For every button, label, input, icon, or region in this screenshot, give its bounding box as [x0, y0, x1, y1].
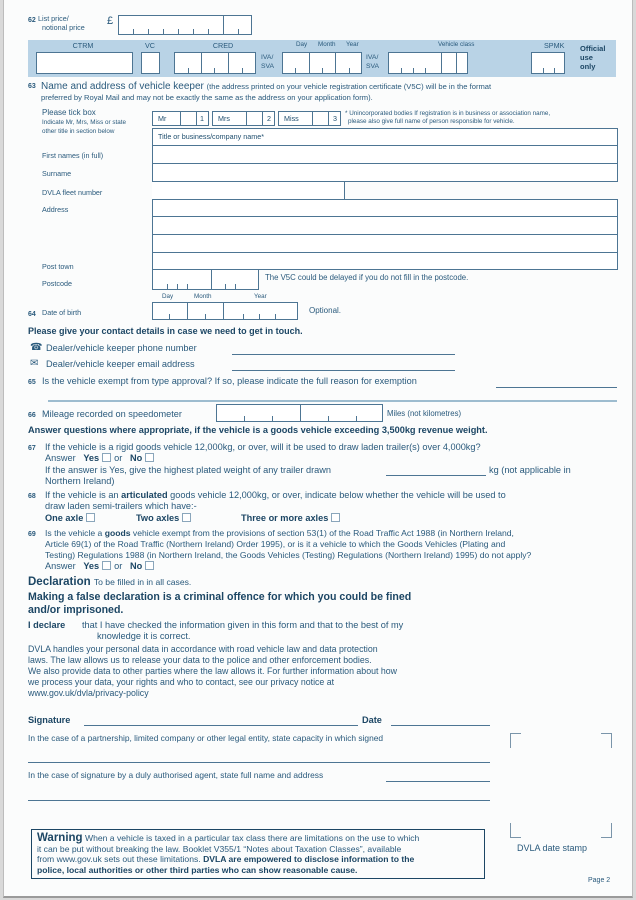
dob-optional: Optional. — [309, 306, 342, 315]
phone-label: Dealer/vehicle keeper phone number — [46, 343, 197, 353]
dob-month-label: Month — [194, 293, 212, 300]
iva-label-1: IVA/ — [261, 54, 274, 61]
dob-year-label: Year — [254, 293, 267, 300]
privacy-line-1: DVLA handles your personal data in accordance with road vehicle law and data protection — [28, 644, 378, 654]
stamp-corner-bl — [510, 823, 521, 838]
postcode-note: The V5C could be delayed if you do not fill in the postcode. — [265, 273, 469, 282]
year-label: Year — [346, 41, 359, 48]
postcode-input[interactable] — [152, 270, 259, 290]
goods-heading: Answer questions where appropriate, if the vehicle is a goods vehicle exceeding 3,500kg revenue weight. — [28, 425, 488, 435]
vc-label: VC — [145, 41, 155, 50]
iva-label-2: IVA/ — [366, 54, 379, 61]
vehicle-class-label: Vehicle class — [438, 41, 475, 48]
q69-no-checkbox[interactable] — [145, 561, 154, 570]
q69-answer-row: Answer Yes or No — [45, 561, 157, 572]
mileage-label: Mileage recorded on speedometer — [42, 409, 182, 419]
address-line-2[interactable] — [152, 217, 618, 235]
email-input[interactable] — [232, 370, 455, 371]
declaration-heading: Declaration To be filled in in all cases. — [28, 576, 192, 588]
official-date-input[interactable] — [282, 52, 362, 74]
mrs-code: 2 — [267, 114, 271, 123]
q69-question-3: Testing) Regulations 1988 (in Northern Ireland, the Goods Vehicles (Testing) Regulations (Northern Ireland) 1995) do not apply? — [45, 550, 532, 560]
day-label: Day — [296, 41, 308, 48]
q63-title: Name and address of vehicle keeper (the address printed on your vehicle registration certificate (V5C) will be in the format — [41, 81, 492, 92]
q65-label: Is the vehicle exempt from type approval? If so, please indicate the full reason for exemption — [42, 376, 417, 386]
warning-text-4: police, local authorities or other third parties who can show reasonable cause. — [37, 864, 358, 875]
title-miss-box[interactable] — [278, 111, 341, 126]
ctrm-label: CTRM — [72, 41, 94, 50]
privacy-line-2: laws. The law allows us to release your data to the police and other enforcement bodies. — [28, 655, 372, 665]
three-axles-option: Three or more axles — [241, 513, 343, 524]
first-names-input[interactable] — [152, 146, 618, 164]
privacy-line-3: We also provide data to other parties where the law allows it. For further information about how — [28, 666, 398, 676]
q67-followup-unit: kg (not applicable in — [489, 465, 571, 475]
q69-question: Is the vehicle a goods vehicle exempt from the provisions of section 53(1) of the Road Traffic Act 1988 (in Northern Ireland, — [45, 528, 514, 538]
q63-note-2: preferred by Royal Mail and may not be exactly the same as the address on your application form). — [41, 93, 373, 102]
warning-title: Warning — [37, 832, 83, 844]
title-mr-box[interactable] — [152, 111, 209, 126]
unincorporated-note-1: * Unincorporated bodies If registration is in business or association name, — [345, 110, 551, 117]
section-divider — [48, 400, 617, 402]
one-axle-checkbox[interactable] — [86, 513, 95, 522]
mileage-input[interactable] — [216, 404, 383, 422]
surname-input[interactable] — [152, 164, 618, 182]
q67-followup: If the answer is Yes, give the highest plated weight of any trailer drawn — [45, 465, 331, 475]
official-label-1: Official — [580, 44, 606, 53]
spmk-label: SPMK — [544, 41, 565, 50]
q69-question-2: Article 69(1) of the Road Traffic (Northern Ireland) Order 1995), or is it a vehicle to which the Goods Vehicles (Plating and — [45, 539, 506, 549]
address-line-1[interactable] — [152, 199, 618, 217]
first-names-label: First names (in full) — [42, 151, 104, 160]
q69-yes-checkbox[interactable] — [102, 561, 111, 570]
dob-label: Date of birth — [42, 308, 82, 317]
q67-answer-row: Answer Yes or No — [45, 453, 157, 464]
title-field-label: Title or business/company name* — [158, 132, 264, 141]
miss-code: 3 — [333, 114, 337, 123]
declare-text-2: knowledge it is correct. — [97, 631, 191, 641]
surname-label: Surname — [42, 169, 72, 178]
unincorporated-note-2: please also give full name of person responsible for vehicle. — [348, 118, 515, 125]
signature-label: Signature — [28, 715, 71, 725]
title-business-name-input[interactable] — [152, 128, 618, 146]
trailer-weight-input[interactable] — [386, 475, 486, 476]
q65-number: 65 — [28, 379, 36, 386]
i-declare-label: I declare — [28, 620, 66, 630]
address-line-3[interactable] — [152, 235, 618, 253]
phone-input[interactable] — [232, 354, 455, 355]
email-label: Dealer/vehicle keeper email address — [46, 359, 195, 369]
signature-date-input[interactable] — [391, 725, 490, 726]
post-town-label: Post town — [42, 262, 74, 271]
vc-input[interactable] — [141, 52, 160, 74]
two-axles-option: Two axles — [136, 513, 194, 524]
stamp-corner-tl — [510, 733, 521, 748]
q68-number: 68 — [28, 493, 36, 500]
warning-box: Warning When a vehicle is taxed in a particular tax class there are limitations on the use to which it can be put without breaking the law. Booklet V355/1 “Notes about Taxation Classes”, available from www.gov.uk sets out these limitations. DVLA are empowered to disclose information to the police, local authorities or other third parties who can show reasonable cause. — [31, 829, 485, 879]
agent-input-2[interactable] — [28, 800, 490, 801]
date-label: Date — [362, 715, 382, 725]
month-label: Month — [318, 41, 336, 48]
q68-question: If the vehicle is an articulated goods vehicle 12,000kg, or over, indicate below whether the vehicle will be used to — [45, 490, 506, 500]
ctrm-input[interactable] — [36, 52, 133, 74]
q69-number: 69 — [28, 531, 36, 538]
q62-number: 62 — [28, 17, 36, 24]
warning-text-2: it can be put without breaking the law. Booklet V355/1 “Notes about Taxation Classes”, available — [37, 843, 402, 854]
declare-text-1: that I have checked the information given in this form and that to the best of my — [82, 620, 404, 630]
q67-no-checkbox[interactable] — [145, 453, 154, 462]
fleet-number-input[interactable] — [152, 182, 345, 200]
agent-input-1[interactable] — [386, 781, 490, 782]
q68-question-2: draw laden semi-trailers which have:- — [45, 501, 197, 511]
false-declaration-warning-2: and/or imprisoned. — [28, 604, 124, 616]
stamp-corner-tr — [601, 733, 612, 748]
capacity-label: In the case of a partnership, limited company or other legal entity, state capacity in which signed — [28, 733, 384, 743]
q67-number: 67 — [28, 445, 36, 452]
cred-label: CRED — [212, 41, 234, 50]
signature-input[interactable] — [84, 725, 358, 726]
mr-code: 1 — [200, 114, 204, 123]
q64-number: 64 — [28, 311, 36, 318]
postcode-label: Postcode — [42, 279, 72, 288]
contact-heading: Please give your contact details in case we need to get in touch. — [28, 326, 303, 336]
tick-sub-2: other title in section below — [42, 128, 115, 135]
mileage-unit: Miles (not kilometres) — [387, 409, 462, 418]
q67-question: If the vehicle is a rigid goods vehicle 12,000kg, or over, will it be used to draw laden trailer(s) over 4,000kg? — [45, 442, 481, 452]
q67-followup-2: Northern Ireland) — [45, 476, 115, 486]
phone-icon: ☎ — [30, 342, 43, 353]
agent-label: In the case of signature by a duly authorised agent, state full name and address — [28, 770, 324, 780]
mr-label: Mr — [158, 114, 167, 123]
capacity-input[interactable] — [28, 762, 490, 763]
form-page — [3, 0, 633, 898]
exemption-reason-input[interactable] — [496, 387, 617, 388]
q63-number: 63 — [28, 83, 36, 90]
page-number: Page 2 — [588, 877, 611, 884]
q66-number: 66 — [28, 412, 36, 419]
q62-label-2: notional price — [42, 23, 85, 32]
title-mrs-box[interactable] — [212, 111, 275, 126]
address-label: Address — [42, 205, 69, 214]
post-town-input[interactable] — [152, 253, 618, 270]
false-declaration-warning-1: Making a false declaration is a criminal offence for which you could be fined — [28, 591, 412, 603]
tick-label: Please tick box — [42, 108, 96, 117]
envelope-icon: ✉ — [30, 358, 39, 369]
q62-label-1: List price/ — [38, 14, 69, 23]
spmk-input[interactable] — [531, 52, 565, 74]
official-label-2: use — [580, 53, 593, 62]
cred-input[interactable] — [174, 52, 256, 74]
dvla-date-stamp-label: DVLA date stamp — [517, 843, 588, 853]
currency-symbol: £ — [107, 15, 114, 27]
sva-label-2: SVA — [366, 63, 380, 70]
official-label-3: only — [580, 62, 596, 71]
date-of-birth-input[interactable] — [152, 302, 298, 320]
miss-label: Miss — [284, 114, 299, 123]
privacy-policy-link[interactable]: www.gov.uk/dvla/privacy-policy — [28, 688, 149, 698]
tick-sub-1: Indicate Mr, Mrs, Miss or state — [42, 119, 126, 126]
official-use-band — [28, 40, 616, 77]
dob-day-label: Day — [162, 293, 174, 300]
q67-yes-checkbox[interactable] — [102, 453, 111, 462]
fleet-number-label: DVLA fleet number — [42, 188, 103, 197]
one-axle-option: One axle — [45, 513, 98, 524]
two-axles-checkbox[interactable] — [182, 513, 191, 522]
privacy-line-4: we process your data, your rights and who to contact, see our privacy notice at — [28, 677, 335, 687]
three-axles-checkbox[interactable] — [331, 513, 340, 522]
mrs-label: Mrs — [218, 114, 230, 123]
list-price-input[interactable] — [118, 15, 252, 35]
sva-label-1: SVA — [261, 63, 275, 70]
vehicle-class-input[interactable] — [388, 52, 468, 74]
stamp-corner-br — [601, 823, 612, 838]
